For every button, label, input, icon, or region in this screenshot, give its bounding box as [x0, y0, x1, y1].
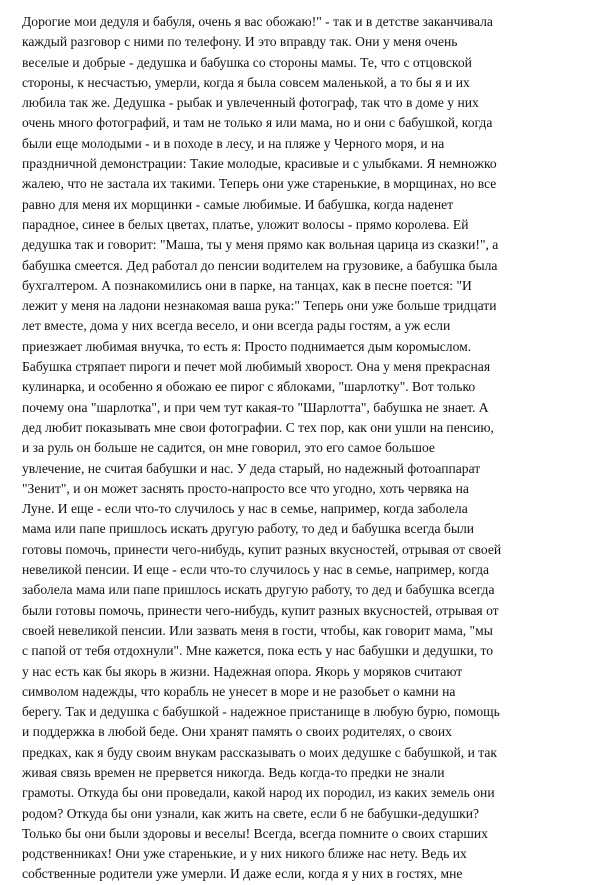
text-line: живая связь времен не прервется никогда. Ведь когда-то предки не знали	[22, 764, 445, 780]
text-line: бабушка смеется. Дед работал до пенсии водителем на грузовике, а бабушка была	[22, 257, 498, 273]
text-line: веселые и добрые - дедушка и бабушка со стороны мамы. Те, что с отцовской	[22, 54, 472, 70]
document-page	[22, 12, 580, 885]
text-line: приезжает любимая внучка, то есть я: Просто поднимается дым коромыслом.	[22, 338, 472, 354]
text-line: и поддержка в любой беде. Они хранят память о своих родителях, о своих	[22, 724, 452, 740]
text-line: предках, как я буду своим внукам рассказывать о моих дедушке с бабушкой, и так	[22, 744, 498, 760]
text-line: готовы помочь, принести чего-нибудь, купит разных вкусностей, отрывая от своей	[22, 541, 502, 557]
text-line: очень много фотографий, и там не только я или мама, но и они с бабушкой, когда	[22, 115, 493, 131]
text-line: любила так же. Дедушка - рыбак и увлеченный фотограф, так что в доме у них	[22, 95, 479, 111]
text-line: лежит у меня на ладони незнакомая ваша рука:" Теперь они уже больше тридцати	[22, 298, 497, 314]
text-line: невеликой пенсии. И еще - если что-то случилось у нас в семье, например, когда	[22, 562, 490, 578]
text-line: Луне. И еще - если что-то случилось у нас в семье, например, когда заболела	[22, 501, 468, 517]
text-line: Дорогие мои дедуля и бабуля, очень я вас обожаю!" - так и в детстве заканчивала	[22, 14, 493, 29]
text-line: родом? Откуда бы они узнали, как жить на свете, если б не бабушки-дедушки?	[22, 805, 480, 821]
text-line: были готовы помочь, принести чего-нибудь, купит разных вкусностей, отрывая от	[22, 602, 499, 618]
text-line: грамоты. Откуда бы они проведали, какой народ их породил, из каких земель они	[22, 785, 495, 801]
text-line: и за руль он больше не садится, он мне говорил, это его самое большое	[22, 440, 435, 456]
text-line: жалею, что не застала их такими. Теперь они уже старенькие, в морщинах, но все	[22, 176, 497, 192]
text-line: дедушка так и говорит: "Маша, ты у меня прямо как вольная царица из сказки!", а	[22, 237, 499, 253]
text-line: берегу. Так и дедушка с бабушкой - надежное пристанище в любую бурю, помощь	[22, 704, 500, 720]
text-line: с папой от тебя отдохнули". Мне кажется, пока есть у нас бабушки и дедушки, то	[22, 643, 494, 659]
text-line: были еще молодыми - и в походе в лесу, и на пляже у Черного моря, и на	[22, 135, 445, 151]
text-line: мама или папе пришлось искать другую работу, то дед и бабушка всегда были	[22, 521, 475, 537]
text-line: каждый разговор с ними по телефону. И это вправду так. Они у меня очень	[22, 34, 458, 50]
text-line: заболела мама или папе пришлось искать другую работу, то дед и бабушка всегда	[22, 582, 495, 598]
text-line: кулинарка, и особенно я обожаю ее пирог с яблоками, "шарлотку". Вот только	[22, 379, 476, 395]
text-line: Только бы они были здоровы и веселы! Всегда, всегда помните о своих старших	[22, 825, 488, 841]
text-line: дед любит показывать мне свои фотографии. С тех пор, как они ушли на пенсию,	[22, 419, 494, 435]
text-line: праздничной демонстрации: Такие молодые, красивые и с улыбками. Я немножко	[22, 156, 497, 172]
text-line: стороны, к несчастью, умерли, когда я была совсем маленькой, а то бы я и их	[22, 74, 470, 90]
text-line: бухгалтером. А познакомились они в парке, на танцах, как в песне поется: "И	[22, 277, 472, 293]
text-line: "Зенит", и он может заснять просто-напросто все что угодно, хоть червяка на	[22, 480, 469, 496]
text-line: у нас есть как бы якорь в жизни. Надежная опора. Якорь у моряков считают	[22, 663, 463, 679]
text-line: почему она "шарлотка", и при чем тут какая-то "Шарлотта", бабушка не знает. А	[22, 399, 489, 415]
text-line: лет вместе, дома у них всегда весело, и они всегда рады гостям, а уж если	[22, 318, 451, 334]
text-line: родственниках! Они уже старенькие, и у них никого ближе нас нету. Ведь их	[22, 846, 467, 862]
text-line: Бабушка стряпает пироги и печет мой любимый хворост. Она у меня прекрасная	[22, 359, 491, 375]
text-line: символом надежды, что корабль не унесет в море и не разобьет о камни на	[22, 683, 456, 699]
text-line: парадное, синее в белых цветах, платье, уложит волосы - прямо королева. Ей	[22, 216, 469, 232]
text-line: своей невеликой пенсии. Или зазвать меня в гости, чтобы, как говорит мама, "мы	[22, 622, 493, 638]
text-line: равно для меня их морщинки - самые любимые. И бабушка, когда наденет	[22, 196, 454, 212]
text-line: собственные родители уже умерли. И даже если, когда я у них в гостях, мне	[22, 866, 463, 882]
text-line: увлечение, не считая бабушки и нас. У деда старый, но надежный фотоаппарат	[22, 460, 481, 476]
